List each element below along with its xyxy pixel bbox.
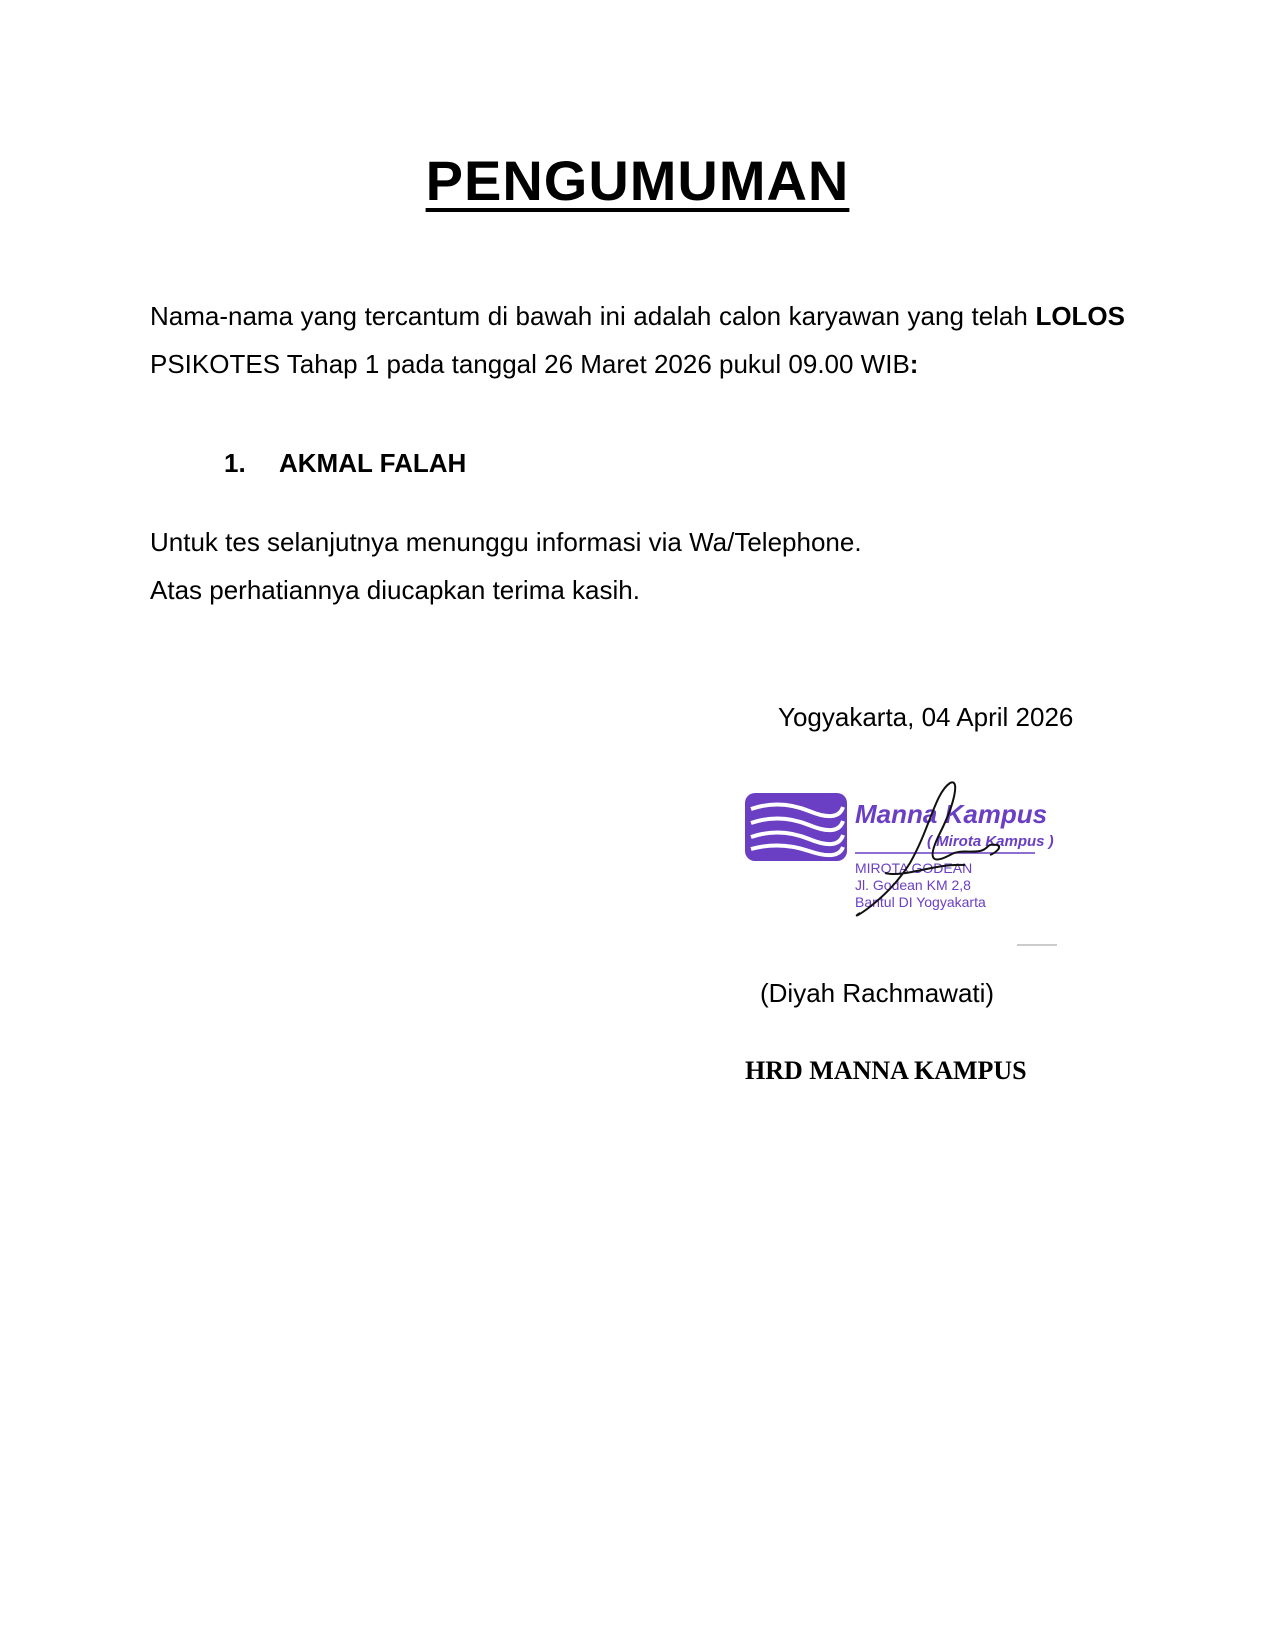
page-title: PENGUMUMAN bbox=[425, 149, 850, 212]
signer-name: (Diyah Rachmawati) bbox=[760, 978, 995, 1008]
candidate-list-item bbox=[224, 448, 466, 479]
closing-line-thanks: Atas perhatiannya diucapkan terima kasih. bbox=[150, 575, 640, 605]
organization-name: HRD MANNA KAMPUS bbox=[745, 1056, 1027, 1085]
company-stamp bbox=[735, 743, 1105, 965]
stamp-logo-icon bbox=[745, 793, 847, 861]
candidate-number: 1. bbox=[224, 448, 246, 478]
stamp-line3: MIROTA GODEAN bbox=[855, 860, 973, 876]
stamp-line5: Bantul DI Yogyakarta bbox=[855, 894, 986, 910]
intro-paragraph: Nama-nama yang tercantum di bawah ini adalah calon karyawan yang telah LOLOS PSIKOTES Tahap 1 pada tanggal 26 Maret 2026 pukul 09.00 WIB: bbox=[150, 301, 1125, 379]
place-date: Yogyakarta, 04 April 2026 bbox=[778, 702, 1074, 732]
candidate-name: AKMAL FALAH bbox=[279, 448, 467, 478]
lolos-emphasis: LOLOS bbox=[1035, 301, 1125, 331]
closing-line-info: Untuk tes selanjutnya menunggu informasi via Wa/Telephone. bbox=[150, 527, 862, 557]
stamp-line1: Manna Kampus bbox=[855, 799, 1048, 829]
stamp-line2: ( Mirota Kampus ) bbox=[927, 833, 1054, 850]
stamp-line4: Jl. Godean KM 2,8 bbox=[855, 877, 971, 893]
